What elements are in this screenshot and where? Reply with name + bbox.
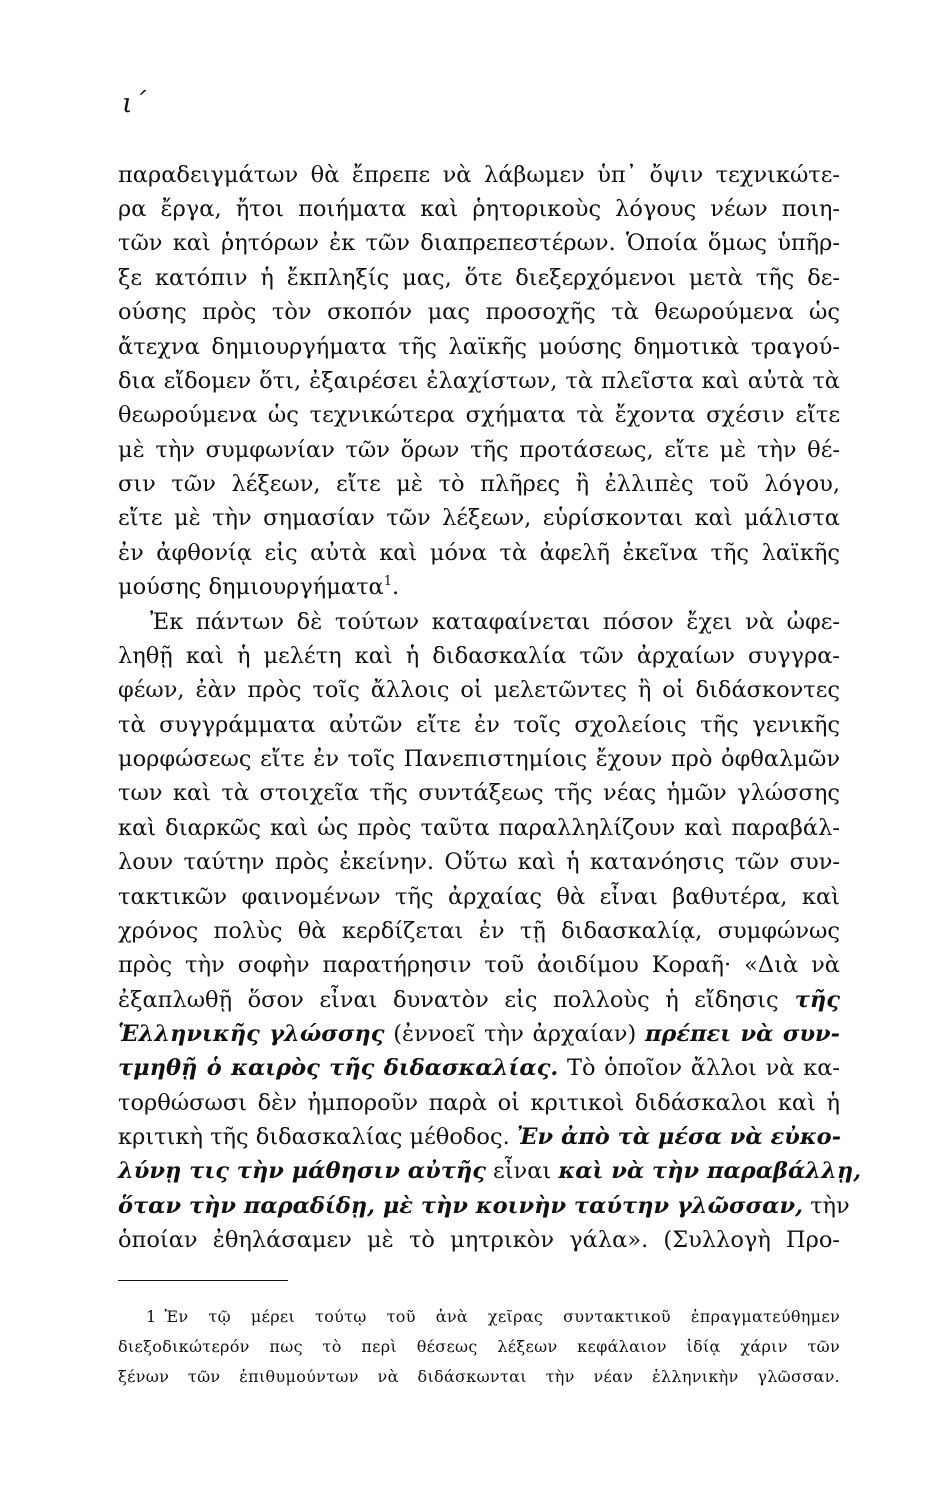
text-line: [118, 1156, 862, 1186]
footnote-line: διεξοδικώτερόν πως τὸ περὶ θέσεως λέξεων κεφάλαιον ἰδίᾳ χάριν τῶν: [118, 1337, 840, 1356]
text-line: ούσης πρὸς τὸν σκοπόν μας προσοχῆς τὰ θεωρούμενα ὡς: [118, 299, 840, 325]
text-span: (ἐννοεῖ τὴν ἀρχαίαν): [384, 1021, 645, 1047]
footnote-line: [118, 1304, 840, 1330]
text-line: καὶ διαρκῶς καὶ ὡς πρὸς ταῦτα παραλληλίζουν καὶ παραβάλ-: [118, 815, 840, 841]
text-line: δια εἴδομεν ὅτι, ἐξαιρέσει ἐλαχίστων, τὰ πλεῖστα καὶ αὐτὰ τὰ: [118, 368, 840, 394]
paragraph-start-line: Ἐκ πάντων δὲ τούτων καταφαίνεται πόσον ἔχει νὰ ὠφε-: [150, 609, 840, 635]
text-span: Ἐν τῷ μέρει τούτῳ τοῦ ἀνὰ χεῖρας συντακτικοῦ ἐπραγματεύθημεν: [164, 1307, 840, 1326]
text-line: λουν ταύτην πρὸς ἐκείνην. Οὕτω καὶ ἡ κατανόησις τῶν συν-: [118, 849, 840, 875]
text-line: εἴτε μὲ τὴν σημασίαν τῶν λέξεων, εὑρίσκονται καὶ μάλιστα: [118, 505, 840, 531]
text-line: σιν τῶν λέξεων, εἴτε μὲ τὸ πλῆρες ἢ ἐλλιπὲς τοῦ λόγου,: [118, 471, 840, 497]
text-line: χρόνος πολὺς θὰ κερδίζεται ἐν τῇ διδασκαλίᾳ, συμφώνως: [118, 918, 840, 944]
text-span: ἐξαπλωθῇ ὅσον εἶναι δυνατὸν εἰς πολλοὺς ἡ εἴδησις: [118, 987, 779, 1013]
footnote-line: ξένων τῶν ἐπιθυμούντων νὰ διδάσκωνται τὴν νέαν ἑλληνικὴν γλῶσσαν.: [118, 1367, 840, 1386]
text-span: εἶναι: [485, 1158, 559, 1184]
text-line: παραδειγμάτων θὰ ἔπρεπε νὰ λάβωμεν ὑπ᾿ ὄψιν τεχνικώτε-: [118, 162, 840, 188]
text-line: των καὶ τὰ στοιχεῖα τῆς συντάξεως τῆς νέας ἡμῶν γλώσσης: [118, 780, 840, 806]
emphasis-span: ὅταν τὴν παραδίδῃ, μὲ τὴν κοινὴν ταύτην γλῶσσαν,: [118, 1193, 803, 1219]
emphasis-span: Ἑλληνικῆς γλώσσης: [118, 1021, 385, 1047]
text-span: κριτικὴ τῆς διδασκαλίας μέθοδος.: [118, 1124, 517, 1150]
text-line: ἄτεχνα δημιουργήματα τῆς λαϊκῆς μούσης δημοτικὰ τραγού-: [118, 334, 840, 360]
text-line: τορθώσωσι δὲν ἠμποροῦν παρὰ οἱ κριτικοὶ διδάσκαλοι καὶ ἡ: [118, 1090, 840, 1116]
footnote-marker: 1: [146, 1307, 157, 1326]
footnote-divider: [118, 1280, 288, 1281]
emphasis-span: τῆς: [778, 987, 840, 1013]
page-number: ι΄: [122, 88, 147, 119]
text-line: μὲ τὴν συμφωνίαν τῶν ὅρων τῆς προτάσεως, εἴτε μὲ τὴν θέ-: [118, 437, 840, 463]
text-line: φέων, ἐὰν πρὸς τοῖς ἄλλοις οἱ μελετῶντες ἢ οἱ διδάσκοντες: [118, 677, 840, 703]
text-span: μούσης δημιουργήματα: [118, 574, 384, 600]
emphasis-span: τμηθῇ ὁ καιρὸς τῆς διδασκαλίας.: [118, 1055, 559, 1081]
text-line: ὁποίαν ἐθηλάσαμεν μὲ τὸ μητρικὸν γάλα». (Συλλογὴ Προ-: [118, 1227, 840, 1253]
text-line: μούσης δημιουργήματα$^1$.: [118, 574, 400, 600]
text-line: τῶν καὶ ῥητόρων ἐκ τῶν διαπρεπεστέρων. Ὁποία ὅμως ὑπῆρ-: [118, 230, 840, 256]
text-line: ξε κατόπιν ἡ ἔκπληξίς μας, ὅτε διεξερχόμενοι μετὰ τῆς δε-: [118, 265, 840, 291]
text-line: [118, 1122, 840, 1152]
emphasis-span: Ἐν ἀπὸ τὰ μέσα νὰ εὐκο-: [516, 1124, 842, 1150]
text-span: τὴν: [802, 1193, 850, 1219]
text-line: μορφώσεως εἴτε ἐν τοῖς Πανεπιστημίοις ἔχουν πρὸ ὀφθαλμῶν: [118, 746, 840, 772]
text-line: [118, 1191, 850, 1221]
text-line: [118, 1053, 840, 1083]
text-span: Τὸ ὁποῖον ἄλλοι νὰ κα-: [558, 1055, 840, 1081]
footnote-reference: 1: [383, 574, 393, 589]
text-line: [118, 1019, 840, 1049]
text-line: τὰ συγγράμματα αὐτῶν εἴτε ἐν τοῖς σχολείοις τῆς γενικῆς: [118, 712, 840, 738]
emphasis-span: καὶ νὰ τὴν παραβάλλῃ,: [558, 1158, 862, 1184]
text-line: [118, 985, 840, 1015]
text-line: θεωρούμενα ὡς τεχνικώτερα σχήματα τὰ ἔχοντα σχέσιν εἴτε: [118, 402, 840, 428]
text-line: ρα ἔργα, ἤτοι ποιήματα καὶ ῥητορικοὺς λόγους νέων ποιη-: [118, 196, 840, 222]
text-line: πρὸς τὴν σοφὴν παρατήρησιν τοῦ ἀοιδίμου Κοραῆ· «Διὰ νὰ: [118, 952, 840, 978]
emphasis-span: λύνῃ τις τὴν μάθησιν αὐτῆς: [118, 1158, 486, 1184]
text-line: τακτικῶν φαινομένων τῆς ἀρχαίας θὰ εἶναι βαθυτέρα, καὶ: [118, 884, 840, 910]
text-line: ληθῇ καὶ ἡ μελέτη καὶ ἡ διδασκαλία τῶν ἀρχαίων συγγρα-: [118, 643, 840, 669]
emphasis-span: πρέπει νὰ συν-: [644, 1021, 841, 1047]
text-line: ἐν ἀφθονίᾳ εἰς αὐτὰ καὶ μόνα τὰ ἀφελῆ ἐκεῖνα τῆς λαϊκῆς: [118, 540, 840, 566]
